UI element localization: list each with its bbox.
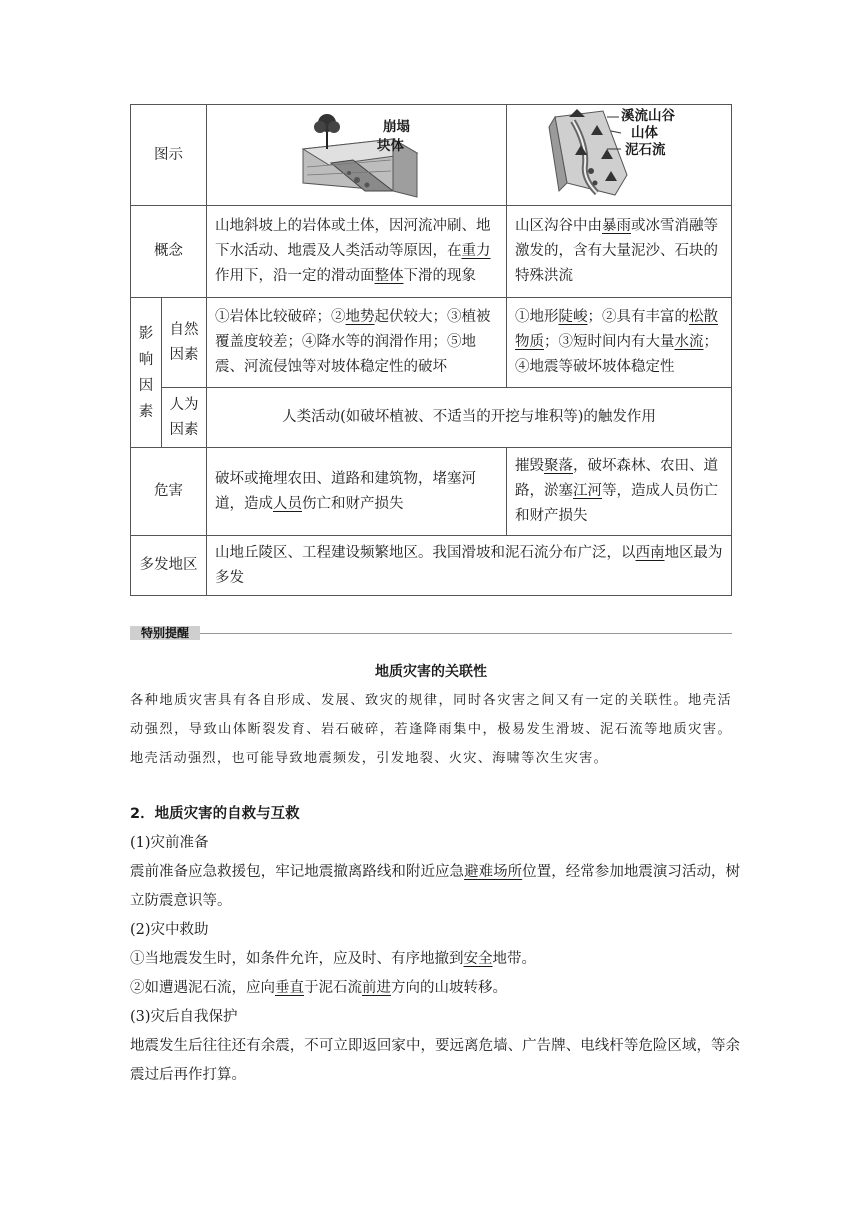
harm-row-label: 危害 xyxy=(131,448,207,536)
underlined-keyword: 水流 xyxy=(674,334,704,350)
text-run: 或冰雪消融等激发的，含有大量泥沙、石块的特殊洪流 xyxy=(515,218,718,284)
subsection-title-during: (2)灾中救助 xyxy=(130,922,209,938)
landslide-figure-cell xyxy=(207,105,507,206)
table-row-concept xyxy=(131,206,732,298)
table-row-region xyxy=(131,536,732,596)
human-factors-cell: 人类活动(如破坏植被、不适当的开挖与堆积等)的触发作用 xyxy=(207,388,732,448)
table-row-natural-factors xyxy=(131,298,732,388)
human-factors-label xyxy=(162,388,207,448)
debris-flow-figure-cell xyxy=(507,105,732,206)
text-run: ②如遭遇泥石流，应向 xyxy=(130,980,275,996)
divider-line xyxy=(200,633,732,634)
region-cell xyxy=(207,536,732,596)
debris-label-flow: 泥石流 xyxy=(625,142,666,158)
underlined-keyword: 前进 xyxy=(362,980,391,996)
stacked-text: 人为因素 xyxy=(169,396,199,438)
stacked-text: 自然因素 xyxy=(169,321,199,363)
landslide-label-collapse: 崩塌 xyxy=(383,119,410,135)
natural-factors-label xyxy=(162,298,207,388)
list-item-debris-flow xyxy=(130,974,740,1003)
debris-concept-cell xyxy=(507,206,732,298)
underlined-keyword: 垂直 xyxy=(275,980,304,996)
underlined-keyword: 江河 xyxy=(573,483,602,499)
underlined-keyword: 人员 xyxy=(273,495,302,512)
landslide-natural-cell xyxy=(207,298,507,388)
region-row-label: 多发地区 xyxy=(131,536,207,596)
text-run: 方向的山坡转移。 xyxy=(391,980,507,996)
concept-row-label: 概念 xyxy=(131,206,207,298)
text-run: ①地形 xyxy=(515,309,559,325)
underlined-keyword: 聚落 xyxy=(544,458,573,474)
text-run: 山区沟谷中由 xyxy=(515,218,602,234)
debris-label-mountain: 山体 xyxy=(631,125,658,141)
reminder-title: 地质灾害的关联性 xyxy=(375,664,487,680)
text-run: 摧毁 xyxy=(515,458,544,474)
special-reminder-bar xyxy=(130,626,732,640)
underlined-keyword: 整体 xyxy=(374,268,404,284)
paragraph-before xyxy=(130,858,740,916)
geo-disaster-table xyxy=(130,104,732,596)
text-run: 伤亡和财产损失 xyxy=(302,495,404,512)
text-run: 下滑的现象 xyxy=(403,268,476,284)
text-run: ①当地震发生时，如条件允许，应及时、有序地撤到 xyxy=(130,951,464,967)
text-run: ；④地震等破坏坡体稳定性 xyxy=(515,334,718,375)
underlined-keyword: 地势 xyxy=(345,309,375,325)
text-run: 山地斜坡上的岩体或土体，因河流冲刷、地下水活动、地震及人类活动等原因，在 xyxy=(215,218,491,259)
paragraph-after: 地震发生后往往还有余震，不可立即返回家中，要远离危墙、广告牌、电线杆等危险区域，等余震过后再作打算。 xyxy=(130,1038,740,1083)
debris-harm-cell xyxy=(507,448,732,536)
underlined-keyword: 西南 xyxy=(635,544,665,561)
text-run: 破坏或掩埋农田、道路和建筑物，堵塞河道，造成 xyxy=(215,470,476,512)
text-run: ；②具有丰富的 xyxy=(587,309,689,325)
figure-row-label: 图示 xyxy=(131,105,207,206)
debris-flow-diagram xyxy=(507,105,732,205)
landslide-diagram xyxy=(207,105,507,205)
text-run: 作用下，沿一定的滑动面 xyxy=(215,268,375,284)
text-run: 地带。 xyxy=(492,951,536,967)
underlined-keyword: 安全 xyxy=(463,951,493,967)
debris-natural-cell xyxy=(507,298,732,388)
text-run: 震前准备应急救援包，牢记地震撤离路线和附近应急 xyxy=(130,864,465,880)
underlined-keyword: 暴雨 xyxy=(602,218,631,234)
landslide-concept-cell xyxy=(207,206,507,298)
subsection-title-before: (1)灾前准备 xyxy=(130,835,209,851)
text-run: 起伏较大；③植被覆盖度较差；④降水等的润滑作用；⑤地震、河流侵蚀等对坡体稳定性的破坏 xyxy=(215,309,491,375)
underlined-keyword: 避难场所 xyxy=(464,864,523,880)
table-row-human-factors xyxy=(131,388,732,448)
text-run: 山地丘陵区、工程建设频繁地区。我国滑坡和泥石流分布广泛，以 xyxy=(215,544,636,561)
table-row-figure xyxy=(131,105,732,206)
vertical-text: 影响因素 xyxy=(138,325,154,420)
debris-label-valley: 溪流山谷 xyxy=(621,108,675,124)
text-run: ；③短时间内有大量 xyxy=(544,334,675,350)
reminder-body: 各种地质灾害具有各自形成、发展、致灾的规律，同时各灾害之间又有一定的关联性。地壳活动强烈，导致山体断裂发育、岩石破碎，若逢降雨集中，极易发生滑坡、泥石流等地质灾害。地壳活动强烈，也可能导致地震频发，引发地裂、火灾、海啸等次生灾害。 xyxy=(130,693,732,766)
table-row-harm xyxy=(131,448,732,536)
influence-factors-label xyxy=(131,298,162,448)
underlined-keyword: 重力 xyxy=(461,243,491,259)
text-run: 地区最为多发 xyxy=(215,544,723,586)
underlined-keyword: 陡峻 xyxy=(558,309,588,325)
text-run: ，破坏森林、农田、道路，淤塞 xyxy=(515,458,718,499)
underlined-keyword: 松散物质 xyxy=(515,309,718,350)
landslide-label-block: 块体 xyxy=(377,138,404,154)
section-title: 2．地质灾害的自救与互救 xyxy=(130,806,300,822)
list-item-earthquake xyxy=(130,945,740,974)
landslide-harm-cell xyxy=(207,448,507,536)
text-run: ①岩体比较破碎；② xyxy=(215,309,346,325)
subsection-title-after: (3)灾后自我保护 xyxy=(130,1009,238,1025)
text-run: 位置，经常参加地震演习活动，树立防震意识等。 xyxy=(130,864,741,909)
text-run: 等，造成人员伤亡和财产损失 xyxy=(515,483,718,524)
special-reminder-badge: 特别提醒 xyxy=(130,626,200,640)
text-run: 于泥石流 xyxy=(304,980,362,996)
